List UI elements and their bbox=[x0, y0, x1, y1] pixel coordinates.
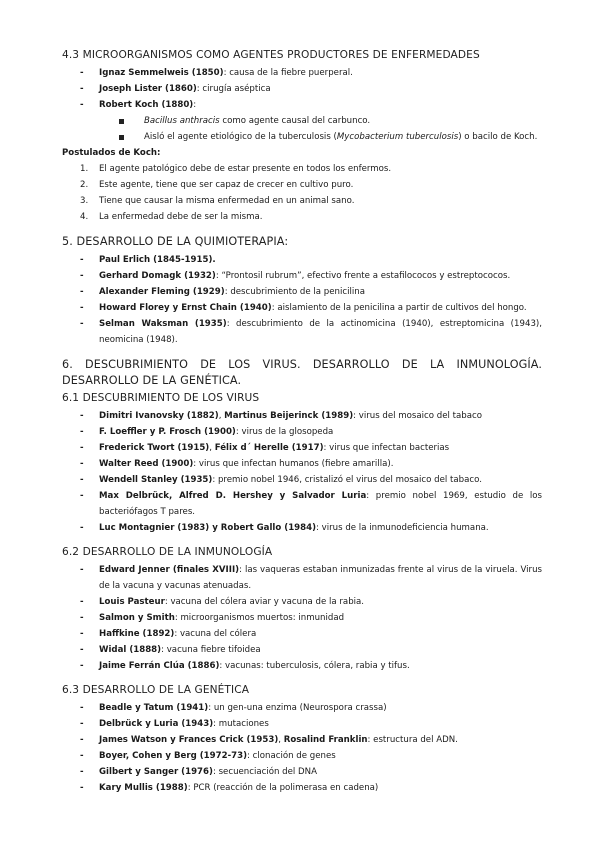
section-5-list bbox=[62, 252, 542, 348]
list-item: - Alexander Fleming (1929): descubrimiento de la penicilina bbox=[62, 284, 542, 300]
inmunologia-list bbox=[62, 562, 542, 674]
list-item: - F. Loeffler y P. Frosch (1900): virus de la glosopeda bbox=[62, 424, 542, 440]
list-item: - Wendell Stanley (1935): premio nobel 1946, cristalizó el virus del mosaico del tabaco. bbox=[62, 472, 542, 488]
list-item: - Joseph Lister (1860): cirugía aséptica bbox=[62, 81, 542, 97]
list-item: - Dimitri Ivanovsky (1882), Martinus Beijerinck (1989): virus del mosaico del tabaco bbox=[62, 408, 542, 424]
section-6-2-heading: 6.2 DESARROLLO DE LA INMUNOLOGÍA bbox=[62, 546, 273, 558]
list-item: - James Watson y Frances Crick (1953), Rosalind Franklin: estructura del ADN. bbox=[62, 732, 542, 748]
list-item: Aisló el agente etiológico de la tuberculosis (Mycobacterium tuberculosis) o bacilo de Koch. bbox=[62, 129, 542, 145]
list-item: - Gerhard Domagk (1932): “Prontosil rubrum”, efectivo frente a estafilococos y estreptococos. bbox=[62, 268, 542, 284]
list-item: - Ignaz Semmelweis (1850): causa de la fiebre puerperal. bbox=[62, 65, 542, 81]
list-item: 3. Tiene que causar la misma enfermedad en un animal sano. bbox=[80, 196, 355, 206]
list-item: - Beadle y Tatum (1941): un gen-una enzima (Neurospora crassa) bbox=[62, 700, 542, 716]
list-item: - Howard Florey y Ernst Chain (1940): aislamiento de la penicilina a partir de cultivos del hongo. bbox=[62, 300, 542, 316]
list-item: 2. Este agente, tiene que ser capaz de crecer en cultivo puro. bbox=[80, 180, 354, 190]
list-item: - Gilbert y Sanger (1976): secuenciación del DNA bbox=[62, 764, 542, 780]
list-item: - Walter Reed (1900): virus que infectan humanos (fiebre amarilla). bbox=[62, 456, 542, 472]
list-item: - Max Delbrück, Alfred D. Hershey y Salvador Luria: premio nobel 1969, estudio de los bacteriófagos T pares. bbox=[62, 488, 542, 520]
section-6-3-heading: 6.3 DESARROLLO DE LA GENÉTICA bbox=[62, 684, 250, 696]
section-6-heading: 6. DESCUBRIMIENTO DE LOS VIRUS. DESARROLLO DE LA INMUNOLOGÍA. DESARROLLO DE LA GENÉTICA. bbox=[62, 358, 542, 387]
list-item: - Widal (1888): vacuna fiebre tifoidea bbox=[62, 642, 542, 658]
list-item: - Luc Montagnier (1983) y Robert Gallo (1984): virus de la inmunodeficiencia humana. bbox=[62, 520, 542, 536]
list-item: Bacillus anthracis como agente causal del carbunco. bbox=[62, 113, 542, 129]
list-item: - Frederick Twort (1915), Félix d´ Herelle (1917): virus que infectan bacterias bbox=[62, 440, 542, 456]
list-item: - Edward Jenner (finales XVIII): las vaqueras estaban inmunizadas frente al virus de la viruela. Virus de la vacuna y vacunas atenuadas. bbox=[62, 562, 542, 594]
koch-sublist bbox=[62, 113, 542, 145]
list-item: 1. El agente patológico debe de estar presente en todos los enfermos. bbox=[80, 164, 392, 174]
genetica-list bbox=[62, 700, 542, 796]
virus-list bbox=[62, 408, 542, 536]
list-item: - Selman Waksman (1935): descubrimiento de la actinomicina (1940), estreptomicina (1943), neomicina (1948). bbox=[62, 316, 542, 348]
list-item: - Salmon y Smith: microorganismos muertos: inmunidad bbox=[62, 610, 542, 626]
postulados-list bbox=[62, 161, 542, 225]
list-item: - Delbrück y Luria (1943): mutaciones bbox=[62, 716, 542, 732]
section-4-3-heading: 4.3 MICROORGANISMOS COMO AGENTES PRODUCTORES DE ENFERMEDADES bbox=[62, 49, 480, 61]
list-item: 4. La enfermedad debe de ser la misma. bbox=[80, 212, 263, 222]
list-item: - Robert Koch (1880): bbox=[62, 97, 542, 113]
list-item: - Jaime Ferrán Clúa (1886): vacunas: tuberculosis, cólera, rabia y tifus. bbox=[62, 658, 542, 674]
list-item: - Boyer, Cohen y Berg (1972-73): clonación de genes bbox=[62, 748, 542, 764]
list-item: - Louis Pasteur: vacuna del cólera aviar y vacuna de la rabia. bbox=[62, 594, 542, 610]
section-6-1-heading: 6.1 DESCUBRIMIENTO DE LOS VIRUS bbox=[62, 392, 260, 404]
document-page bbox=[62, 48, 542, 796]
section-4-3-list bbox=[62, 65, 542, 113]
postulados-label: Postulados de Koch: bbox=[62, 148, 161, 158]
section-5-heading: 5. DESARROLLO DE LA QUIMIOTERAPIA: bbox=[62, 235, 289, 248]
list-item: - Paul Erlich (1845-1915). bbox=[62, 252, 542, 268]
list-item: - Kary Mullis (1988): PCR (reacción de la polimerasa en cadena) bbox=[62, 780, 542, 796]
list-item: - Haffkine (1892): vacuna del cólera bbox=[62, 626, 542, 642]
